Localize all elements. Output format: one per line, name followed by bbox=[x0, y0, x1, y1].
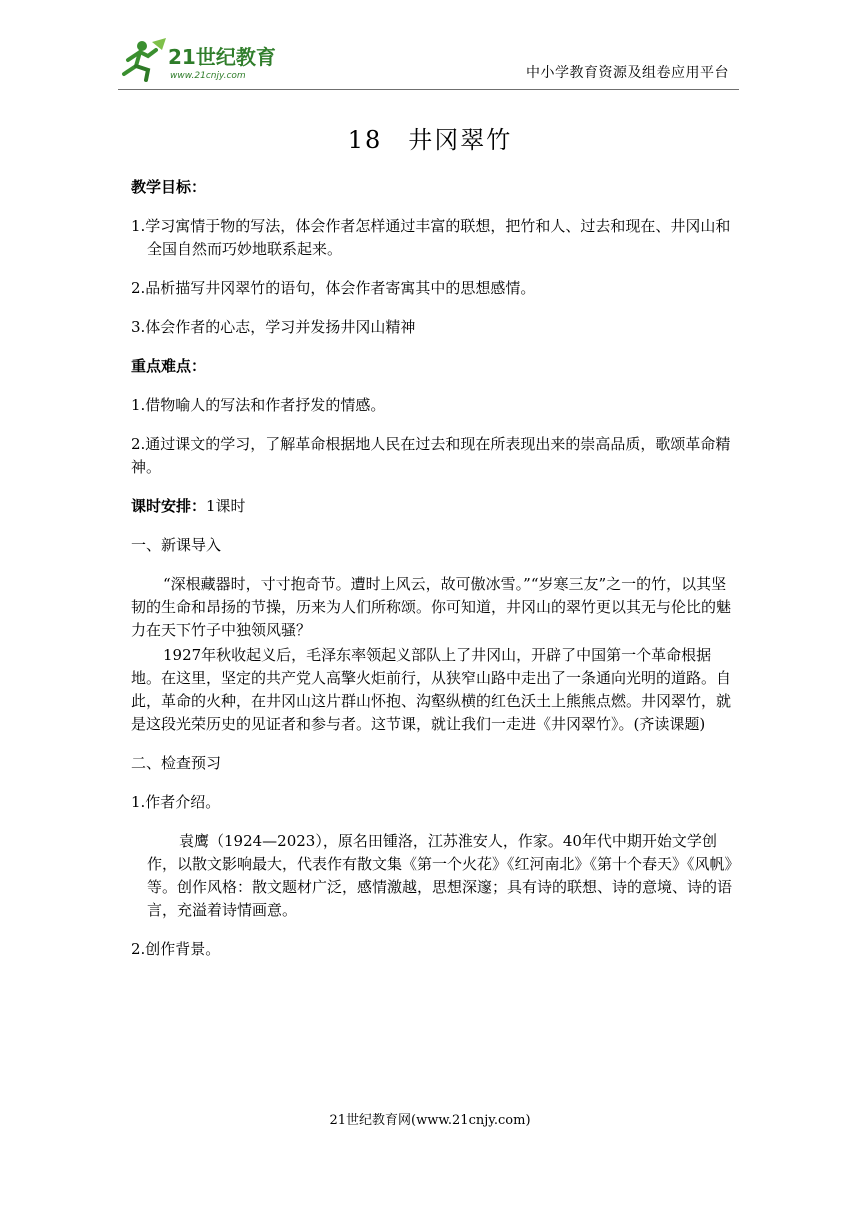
header-divider bbox=[118, 89, 739, 90]
section-heading-intro: 一、新课导入 bbox=[131, 536, 222, 554]
key-points-heading: 重点难点： bbox=[131, 357, 207, 375]
logo-url: www.21cnjy.com bbox=[170, 71, 246, 81]
background-heading: 2.创作背景。 bbox=[131, 940, 221, 958]
schedule-label: 课时安排： bbox=[131, 497, 207, 515]
document-body bbox=[131, 176, 740, 961]
key-point-1: 1.借物喻人的写法和作者抒发的情感。 bbox=[131, 396, 386, 414]
platform-name: 中小学教育资源及组卷应用平台 bbox=[526, 65, 729, 81]
key-point-2: 2.通过课文的学习，了解革命根据地人民在过去和现在所表现出来的崇高品质，歌颂革命精神。 bbox=[131, 435, 731, 476]
logo-text: 21世纪教育 bbox=[168, 45, 276, 69]
intro-paragraph-1: “深根藏器时，寸寸抱奇节。遭时上风云，故可傲冰雪。”“岁寒三友”之一的竹，以其坚韧的生命和昂扬的节操，历来为人们所称颂。你可知道，井冈山的翠竹更以其无与伦比的魅力在天下竹子中独领风骚？ bbox=[131, 575, 732, 639]
brand-logo bbox=[118, 38, 288, 84]
intro-paragraph-2: 1927年秋收起义后，毛泽东率领起义部队上了井冈山，开辟了中国第一个革命根据地。在这里，坚定的共产党人高擎火炬前行，从狭窄山路中走出了一条通向光明的道路。自此，革命的火种，在井冈山这片群山怀抱、沟壑纵横的红色沃土上熊熊点燃。井冈翠竹，就是这段光荣历史的见证者和参与者。这节课，就让我们一走进《井冈翠竹》。(齐读课题) bbox=[131, 646, 732, 733]
goal-item-3: 3.体会作者的心志，学习并发扬井冈山精神 bbox=[131, 318, 416, 336]
goal-item-1: 1.学习寓情于物的写法，体会作者怎样通过丰富的联想，把竹和人、过去和现在、井冈山和全国自然而巧妙地联系起来。 bbox=[131, 217, 731, 258]
goals-heading: 教学目标： bbox=[131, 178, 207, 196]
goal-item-2: 2.品析描写井冈翠竹的语句，体会作者寄寓其中的思想感情。 bbox=[131, 279, 536, 297]
schedule-value: 1课时 bbox=[206, 497, 246, 515]
author-paragraph: 袁鹰（1924—2023），原名田锺洛，江苏淮安人，作家。40年代中期开始文学创作，以散文影响最大，代表作有散文集《第一个火花》《红河南北》《第十个春天》《风帆》等。创作风格：散文题材广泛，感情激越，思想深邃；具有诗的联想、诗的意境、诗的语言，充溢着诗情画意。 bbox=[147, 832, 740, 919]
schedule-line bbox=[131, 495, 740, 518]
page-header bbox=[0, 0, 860, 96]
page-footer: 21世纪教育网(www.21cnjy.com) bbox=[329, 1113, 531, 1128]
author-heading: 1.作者介绍。 bbox=[131, 793, 221, 811]
section-heading-preview: 二、检查预习 bbox=[131, 754, 222, 772]
page-title: 18 井冈翠竹 bbox=[347, 126, 513, 154]
